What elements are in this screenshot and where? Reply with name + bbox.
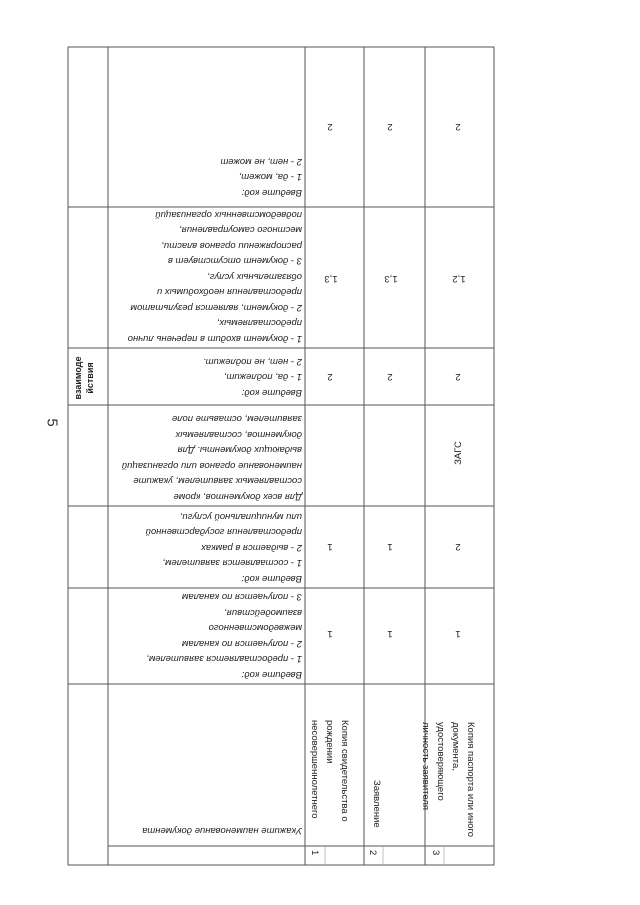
cell-row-number: 3 — [430, 850, 441, 856]
header-interaction-label: взаимоде йствия — [73, 356, 95, 400]
cell-list: 1,2 — [452, 273, 466, 284]
cell-provision: 1 — [455, 628, 461, 639]
cell-list: 1,3 — [384, 273, 398, 284]
cell-provision: 1 — [327, 628, 333, 639]
cell-attach: 2 — [327, 371, 333, 382]
cell-provision: 1 — [387, 628, 393, 639]
cell-attach: 2 — [455, 371, 461, 382]
header-list-code: 1 - документ входит в перечень лично предоставляемых, 2 - документ, является результатом предоставления необходимых и обязательных услуг, 3 - документ отсутствует в распоряжении органов власти, местного самоуправления, подведомственных организаций — [127, 209, 302, 344]
cell-doc-name: Копия свидетельства о рождении несовершеннолетнего — [309, 720, 350, 822]
cell-row-number: 2 — [367, 850, 378, 856]
header-issuer-name: Для всех документов, кроме составляемых заявителем, укажите наименование органов или организаций выдающих документы. Для документов, составляемых заявителем, оставьте поле — [121, 413, 302, 502]
cell-can: 2 — [387, 121, 393, 132]
cell-can: 2 — [455, 121, 461, 132]
cell-can: 2 — [327, 121, 333, 132]
cell-issuance: 1 — [327, 541, 333, 552]
cell-row-number: 1 — [309, 850, 320, 856]
cell-attach: 2 — [387, 371, 393, 382]
header-doc-name: Укажите наименование документа — [142, 825, 302, 836]
page-number: 5 — [43, 418, 61, 427]
cell-issuer: ЗАГС — [453, 441, 464, 465]
cell-doc-name: Копия паспорта или иного документа, удостоверяющего личность заявителя — [420, 722, 476, 838]
cell-issuance: 1 — [387, 541, 393, 552]
cell-list: 1,3 — [324, 273, 338, 284]
cell-issuance: 2 — [455, 541, 461, 552]
header-can-code: Введите код: 1 - да, может, 2 - нет, не может — [220, 156, 302, 198]
header-attach-code: Введите код: 1 - да, подлежит, 2 - нет, не подлежит. — [203, 356, 302, 398]
cell-doc-name: Заявление — [371, 780, 382, 828]
header-issuance-code: Введите код: 1 - составляется заявителем, 2 - выдается в рамках предоставления государственной или муниципальной услуги, — [145, 511, 302, 584]
header-provision-code: Введите код: 1 - предоставляется заявителем, 2 - получается по каналам межведомственного взаимодействия, 3 - получается по каналам — [146, 591, 302, 680]
